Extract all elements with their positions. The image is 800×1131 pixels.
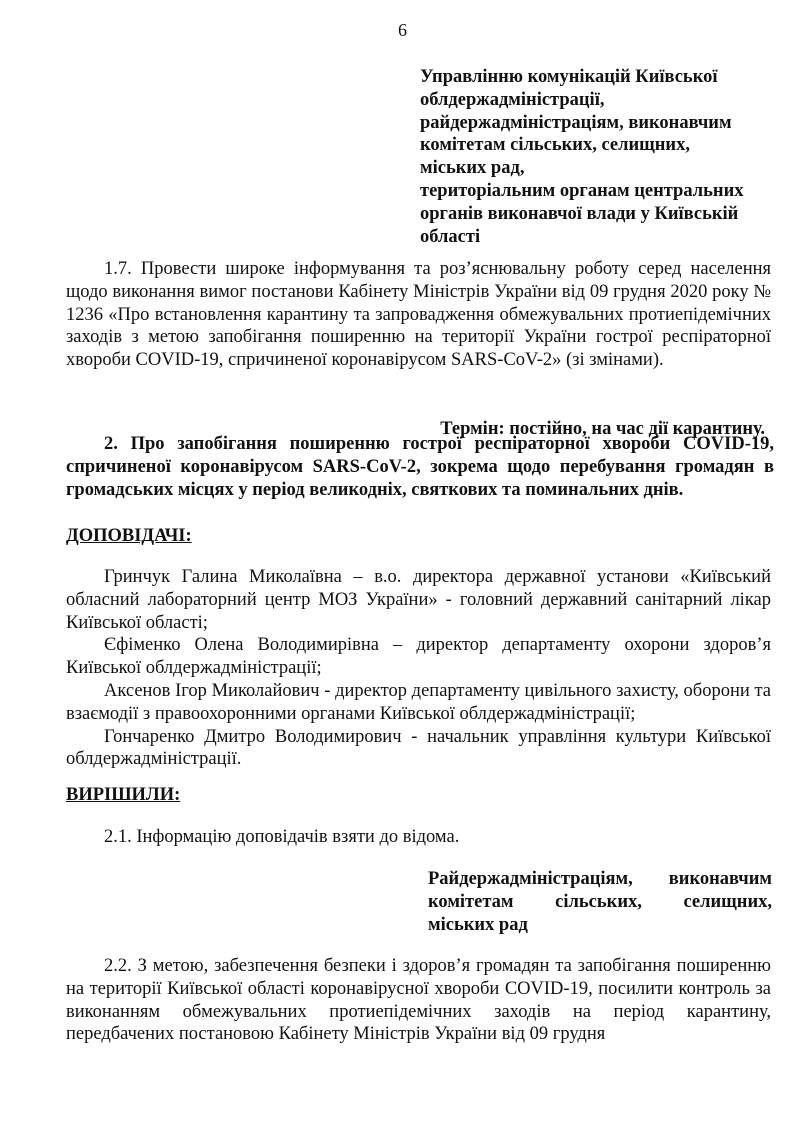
speaker-item: Гончаренко Дмитро Володимирович - начальник управління культури Київської облдержадміністрації. [66, 726, 771, 770]
speaker-item: Аксенов Ігор Миколайович - директор департаменту цивільного захисту, оборони та взаємодії з правоохоронними органами Київської облдержадміністрації; [66, 680, 771, 724]
addressee-line: Райдержадміністраціям, виконавчим [428, 869, 772, 889]
item-1-7-paragraph: 1.7. Провести широке інформування та роз’яснювальну роботу серед населення щодо виконання вимог постанови Кабінету Міністрів України від 09 грудня 2020 року № 1236 «Про встановлення карантину та запровадження обмежувальних протиепідемічних заходів з метою запобігання поширенню на території України гострої респіраторної хвороби COVID-19, спричиненої коронавірусом SARS-CoV-2» (зі змінами). [66, 259, 771, 371]
speakers-label: ДОПОВІДАЧІ: [66, 526, 192, 546]
term-line: Термін: постійно, на час дії карантину. [440, 419, 765, 439]
addressee-line: райдержадміністраціям, виконавчим [420, 112, 732, 133]
addressee-line: міських рад [428, 914, 528, 935]
page-number: 6 [398, 20, 407, 40]
addressee-line: комітетам сільських, селищних, [428, 891, 772, 912]
addressee-line: органів виконавчої влади у Київській [420, 203, 739, 224]
addressee-line: комітетам сільських, селищних, [420, 135, 690, 156]
addressee-line: територіальним органам центральних [420, 180, 744, 201]
addressee-line: Управлінню комунікацій Київської [420, 67, 718, 87]
speaker-item: Єфіменко Олена Володимирівна – директор департаменту охорони здоров’я Київської облдержадміністрації; [66, 635, 771, 679]
section-2-heading: 2. Про запобігання поширенню гострої респіраторної хвороби COVID-19, спричиненої коронавірусом SARS-CoV-2, зокрема щодо перебування громадян в громадських місцях у період великодніх, святкових та поминальних днів. [66, 434, 774, 500]
item-2-1-paragraph: 2.1. Інформацію доповідачів взяти до відома. [104, 827, 460, 847]
item-2-2-paragraph: 2.2. З метою, забезпечення безпеки і здоров’я громадян та запобігання поширенню на території Київської області коронавірусної хвороби COVID-19, посилити контроль за виконанням обмежувальних протиепідемічних заходів на період карантину, передбачених постановою Кабінету Міністрів України від 09 грудня [66, 956, 771, 1045]
addressee-block-1 [420, 66, 765, 248]
speaker-item: Гринчук Галина Миколаївна – в.о. директора державної установи «Київський обласний лабораторний центр МОЗ України» - головний державний санітарний лікар Київської області; [66, 567, 771, 633]
addressee-block-2 [428, 868, 772, 936]
addressee-line: області [420, 226, 481, 247]
addressee-line: міських рад, [420, 158, 525, 179]
speakers-list [66, 566, 771, 771]
decided-label: ВИРІШИЛИ: [66, 785, 181, 805]
addressee-line: облдержадміністрації, [420, 89, 605, 110]
